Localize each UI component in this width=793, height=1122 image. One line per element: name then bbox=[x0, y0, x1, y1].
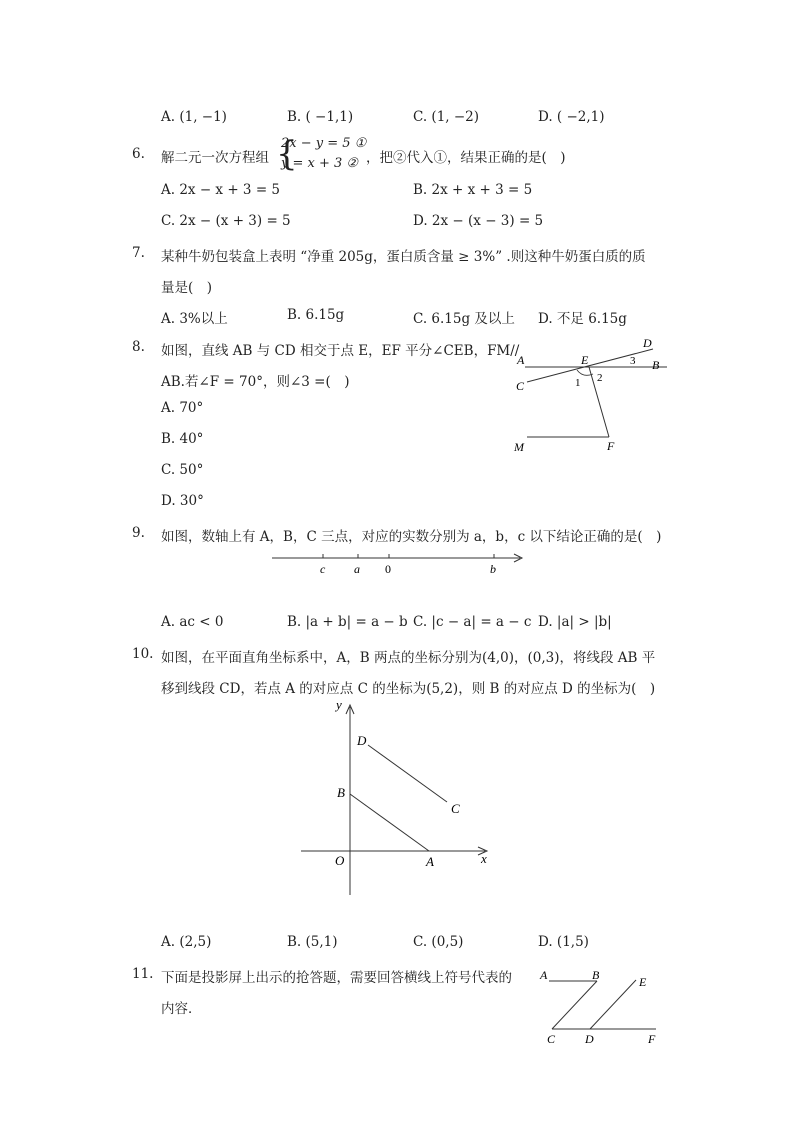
segment-ab bbox=[350, 794, 429, 851]
label-d: D bbox=[357, 733, 367, 748]
label-m: M bbox=[514, 440, 524, 454]
label-a: A bbox=[540, 968, 548, 982]
q9-text: 如图，数轴上有 A，B，C 三点，对应的实数分别为 a，b，c 以下结论正确的是( ) bbox=[161, 529, 662, 545]
label-e: E bbox=[639, 975, 647, 989]
q7-number: 7. bbox=[132, 245, 145, 261]
label-a: A bbox=[426, 854, 434, 869]
q10-option-c: C. (0,5) bbox=[413, 934, 464, 950]
label-d: D bbox=[643, 336, 652, 350]
label-c: C bbox=[516, 379, 525, 393]
segment-bc bbox=[552, 981, 597, 1029]
label-x: x bbox=[481, 851, 487, 866]
axis-label-a: a bbox=[354, 562, 360, 576]
q6-tail: ，把②代入①，结果正确的是( ) bbox=[366, 150, 566, 166]
q8-option-b: B. 40° bbox=[161, 431, 204, 447]
q6-option-a: A. 2x − x + 3 = 5 bbox=[161, 182, 281, 198]
label-f: F bbox=[607, 439, 615, 453]
q8-line2: AB.若∠F = 70°，则∠3 =( ) bbox=[161, 374, 350, 390]
label-b: B bbox=[592, 968, 600, 982]
q5-option-a: A. (1, −1) bbox=[161, 109, 227, 125]
q7-option-a: A. 3%以上 bbox=[161, 311, 228, 327]
segment-cd bbox=[368, 745, 447, 802]
label-c: C bbox=[547, 1032, 556, 1046]
angle-3: 3 bbox=[630, 355, 636, 367]
q10-option-d: D. (1,5) bbox=[538, 934, 589, 950]
label-f: F bbox=[648, 1032, 656, 1046]
q9-option-c: C. |c − a| = a − c bbox=[413, 614, 532, 630]
coordinate-figure bbox=[295, 695, 500, 900]
q8-option-c: C. 50° bbox=[161, 462, 204, 478]
q7-option-b: B. 6.15g bbox=[287, 307, 345, 323]
label-c: C bbox=[451, 801, 460, 816]
q8-option-a: A. 70° bbox=[161, 400, 204, 416]
q9-number: 9. bbox=[132, 525, 145, 541]
label-o: O bbox=[335, 853, 345, 868]
label-y: y bbox=[336, 697, 342, 712]
segment-de bbox=[590, 980, 636, 1029]
q10-line1: 如图，在平面直角坐标系中，A，B 两点的坐标分别为(4,0)，(0,3)，将线段 AB 平 bbox=[161, 650, 656, 666]
label-b: B bbox=[652, 358, 660, 372]
angle-1: 1 bbox=[575, 377, 581, 389]
axis-label-zero: 0 bbox=[385, 562, 391, 576]
number-line bbox=[268, 548, 530, 580]
q11-line1: 下面是投影屏上出示的抢答题，需要回答横线上符号代表的 bbox=[161, 970, 512, 986]
label-a: A bbox=[517, 353, 525, 367]
q8-number: 8. bbox=[132, 339, 145, 355]
q6-lead: 解二元一次方程组 bbox=[161, 150, 269, 166]
q7-line1: 某种牛奶包装盒上表明 “净重 205g，蛋白质含量 ≥ 3%” .则这种牛奶蛋白质的质 bbox=[161, 249, 646, 265]
q5-option-c: C. (1, −2) bbox=[413, 109, 480, 125]
q11-number: 11. bbox=[132, 966, 154, 982]
q5-option-b: B. ( −1,1) bbox=[287, 109, 354, 125]
q6-option-b: B. 2x + x + 3 = 5 bbox=[413, 182, 533, 198]
equation-brace: { bbox=[276, 134, 298, 174]
label-e: E bbox=[581, 353, 589, 367]
q9-option-b: B. |a + b| = a − b bbox=[287, 614, 408, 630]
axis-label-b: b bbox=[490, 562, 496, 576]
q7-option-c: C. 6.15g 及以上 bbox=[413, 311, 515, 327]
q10-option-b: B. (5,1) bbox=[287, 934, 338, 950]
q11-figure bbox=[530, 962, 670, 1052]
label-b: B bbox=[337, 785, 345, 800]
q6-eq1: 2x − y = 5 ① bbox=[281, 136, 367, 151]
q10-option-a: A. (2,5) bbox=[161, 934, 212, 950]
q9-option-a: A. ac < 0 bbox=[161, 614, 224, 630]
q6-option-c: C. 2x − (x + 3) = 5 bbox=[161, 213, 291, 229]
q6-eq2: y = x + 3 ② bbox=[281, 156, 359, 171]
q10-number: 10. bbox=[132, 646, 154, 662]
q6-option-d: D. 2x − (x − 3) = 5 bbox=[413, 213, 544, 229]
q6-number: 6. bbox=[132, 146, 145, 162]
q11-line2: 内容． bbox=[161, 1001, 202, 1017]
q5-option-d: D. ( −2,1) bbox=[538, 109, 605, 125]
q8-line1: 如图，直线 AB 与 CD 相交于点 E，EF 平分∠CEB，FM// bbox=[161, 343, 520, 359]
q10-line2: 移到线段 CD，若点 A 的对应点 C 的坐标为(5,2)，则 B 的对应点 D 的坐标为( ) bbox=[161, 681, 656, 697]
angle-2: 2 bbox=[597, 372, 603, 384]
q7-line2: 量是( ) bbox=[161, 280, 213, 296]
q8-figure bbox=[505, 330, 675, 460]
q8-option-d: D. 30° bbox=[161, 493, 204, 509]
axis-label-c: c bbox=[320, 562, 326, 576]
q7-option-d: D. 不足 6.15g bbox=[538, 311, 627, 327]
q9-option-d: D. |a| > |b| bbox=[538, 614, 612, 630]
label-d: D bbox=[585, 1032, 594, 1046]
